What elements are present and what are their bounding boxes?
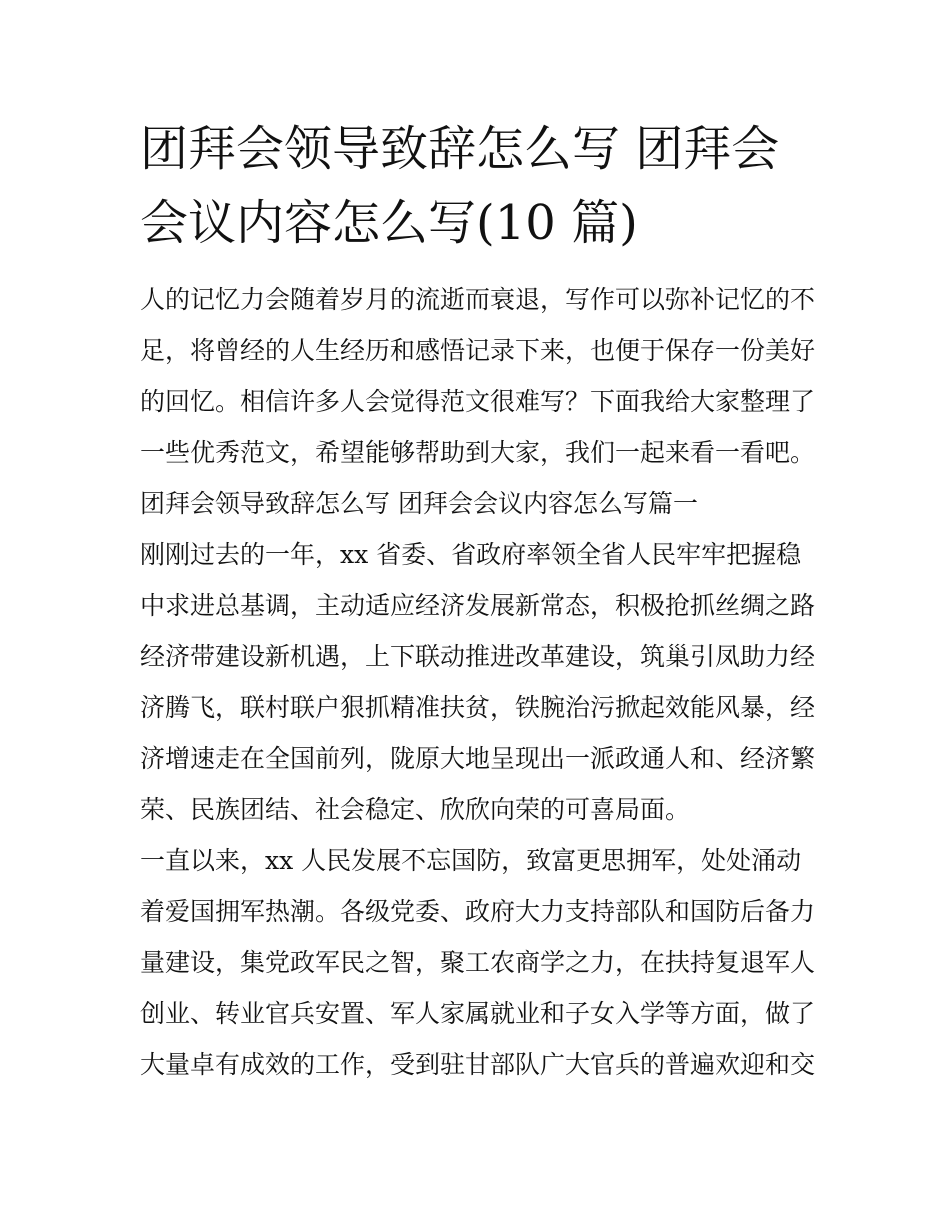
body-line: 一直以来，xx 人民发展不忘国防，致富更思拥军，处处涌动 xyxy=(140,846,802,875)
body-line: 一些优秀范文，希望能够帮助到大家，我们一起来看一看吧。 xyxy=(140,438,816,467)
body-line: 济增速走在全国前列，陇原大地呈现出一派政通人和、经济繁 xyxy=(140,744,816,773)
body-line: 刚刚过去的一年，xx 省委、省政府率领全省人民牢牢把握稳 xyxy=(140,540,802,569)
body-line: 人的记忆力会随着岁月的流逝而衰退，写作可以弥补记忆的不 xyxy=(140,285,816,314)
body-line: 足，将曾经的人生经历和感悟记录下来，也便于保存一份美好 xyxy=(140,336,816,365)
section-heading: 团拜会领导致辞怎么写 团拜会会议内容怎么写篇一 xyxy=(140,489,698,518)
title-line-2: 会议内容怎么写(10 篇) xyxy=(140,195,638,251)
body-line: 中求进总基调，主动适应经济发展新常态，积极抢抓丝绸之路 xyxy=(140,591,816,620)
body-line: 的回忆。相信许多人会觉得范文很难写？下面我给大家整理了 xyxy=(140,387,816,416)
body-line: 经济带建设新机遇，上下联动推进改革建设，筑巢引凤助力经 xyxy=(140,642,816,671)
title-line-1: 团拜会领导致辞怎么写 团拜会 xyxy=(140,121,780,177)
body-line: 着爱国拥军热潮。各级党委、政府大力支持部队和国防后备力 xyxy=(140,897,816,926)
body-line: 量建设，集党政军民之智，聚工农商学之力，在扶持复退军人 xyxy=(140,948,816,977)
document-body xyxy=(140,274,820,1090)
document-title xyxy=(140,112,820,260)
body-line: 济腾飞，联村联户狠抓精准扶贫，铁腕治污掀起效能风暴，经 xyxy=(140,693,816,722)
body-line: 荣、民族团结、社会稳定、欣欣向荣的可喜局面。 xyxy=(140,795,691,824)
body-line: 大量卓有成效的工作，受到驻甘部队广大官兵的普遍欢迎和交 xyxy=(140,1050,816,1079)
body-line: 创业、转业官兵安置、军人家属就业和子女入学等方面，做了 xyxy=(140,999,816,1028)
